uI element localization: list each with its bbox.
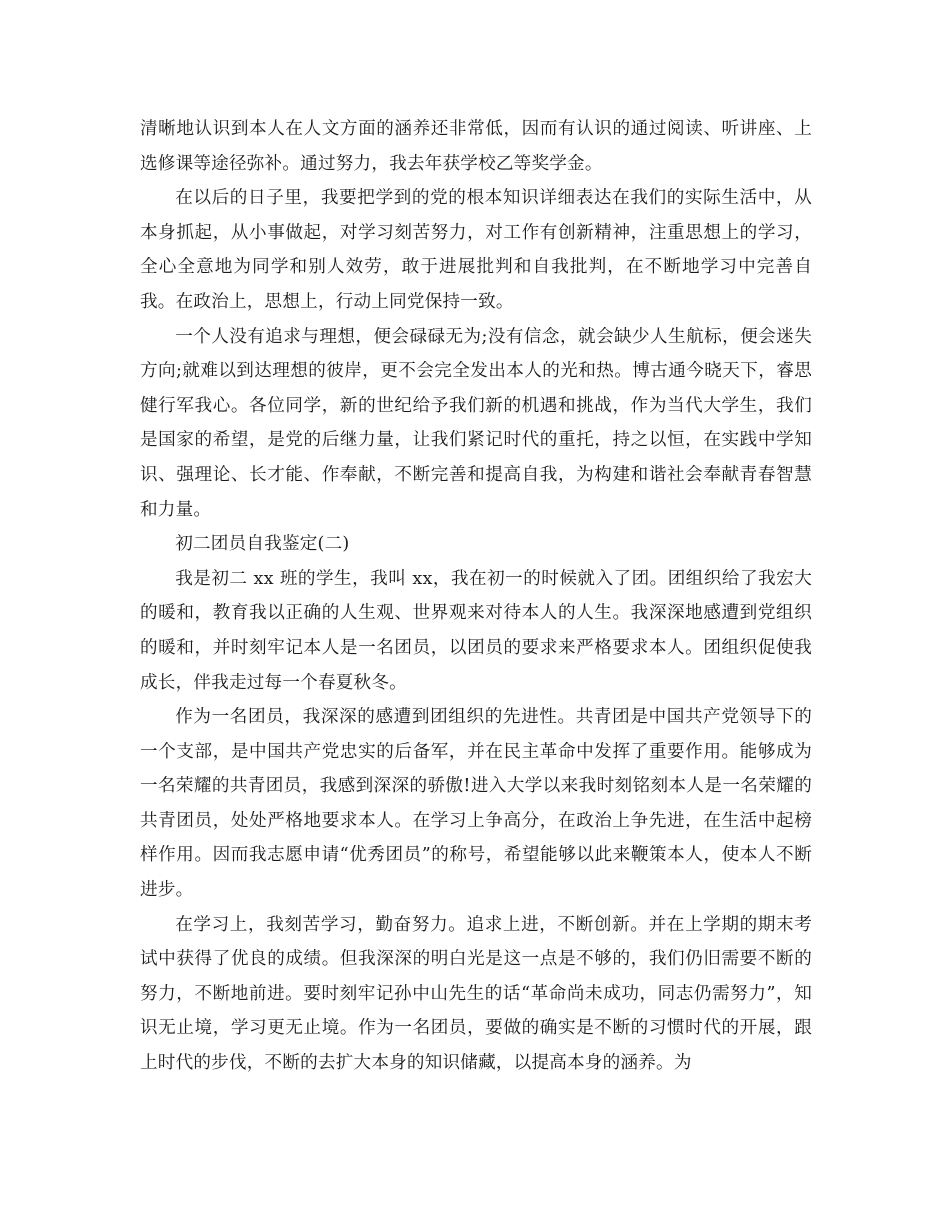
paragraph-2: 在以后的日子里，我要把学到的党的根本知识详细表达在我们的实际生活中，从本身抓起，从小事做起，对学习刻苦努力，对工作有创新精神，注重思想上的学习，全心全意地为同学和别人效劳，敢于进展批判和自我批判，在不断地学习中完善自我。在政治上，思想上，行动上同党保持一致。 (140, 188, 812, 312)
paragraph-4: 我是初二 xx 班的学生，我叫 xx，我在初一的时候就入了团。团组织给了我宏大的暖和，教育我以正确的人生观、世界观来对待本人的人生。我深深地感遭到党组织的暖和，并时刻牢记本人是一名团员，以团员的要求来严格要求本人。团组织促使我成长，伴我走过每一个春夏秋冬。 (140, 568, 812, 693)
document-body (140, 112, 812, 1081)
section-heading: 初二团员自我鉴定(二) (175, 534, 350, 555)
paragraph-5: 作为一名团员，我深深的感遭到团组织的先进性。共青团是中国共产党领导下的一个支部，是中国共产党忠实的后备军，并在民主革命中发挥了重要作用。能够成为一名荣耀的共青团员，我感到深深的骄傲!进入大学以来我时刻铭刻本人是一名荣耀的共青团员，处处严格地要求本人。在学习上争高分，在政治上争先进，在生活中起榜样作用。因而我志愿申请“优秀团员”的称号，希望能够以此来鞭策本人，使本人不断进步。 (140, 707, 812, 901)
paragraph-3: 一个人没有追求与理想，便会碌碌无为;没有信念，就会缺少人生航标，便会迷失方向;就难以到达理想的彼岸，更不会完全发出本人的光和热。博古通今晓天下，睿思健行军我心。各位同学，新的世纪给予我们新的机遇和挑战，作为当代大学生，我们是国家的希望，是党的后继力量，让我们紧记时代的重托，持之以恒，在实践中学知识、强理论、长才能、作奉献，不断完善和提高自我，为构建和谐社会奉献青春智慧和力量。 (140, 326, 812, 520)
paragraph-6: 在学习上，我刻苦学习，勤奋努力。追求上进，不断创新。并在上学期的期末考试中获得了优良的成绩。但我深深的明白光是这一点是不够的，我们仍旧需要不断的努力，不断地前进。要时刻牢记孙中山先生的话“革命尚未成功，同志仍需努力”，知识无止境，学习更无止境。作为一名团员，要做的确实是不断的习惯时代的开展，跟上时代的步伐，不断的去扩大本身的知识储藏，以提高本身的涵养。为 (140, 914, 812, 1074)
paragraph-1: 清晰地认识到本人在人文方面的涵养还非常低，因而有认识的通过阅读、听讲座、上选修课等途径弥补。通过努力，我去年获学校乙等奖学金。 (140, 119, 812, 174)
